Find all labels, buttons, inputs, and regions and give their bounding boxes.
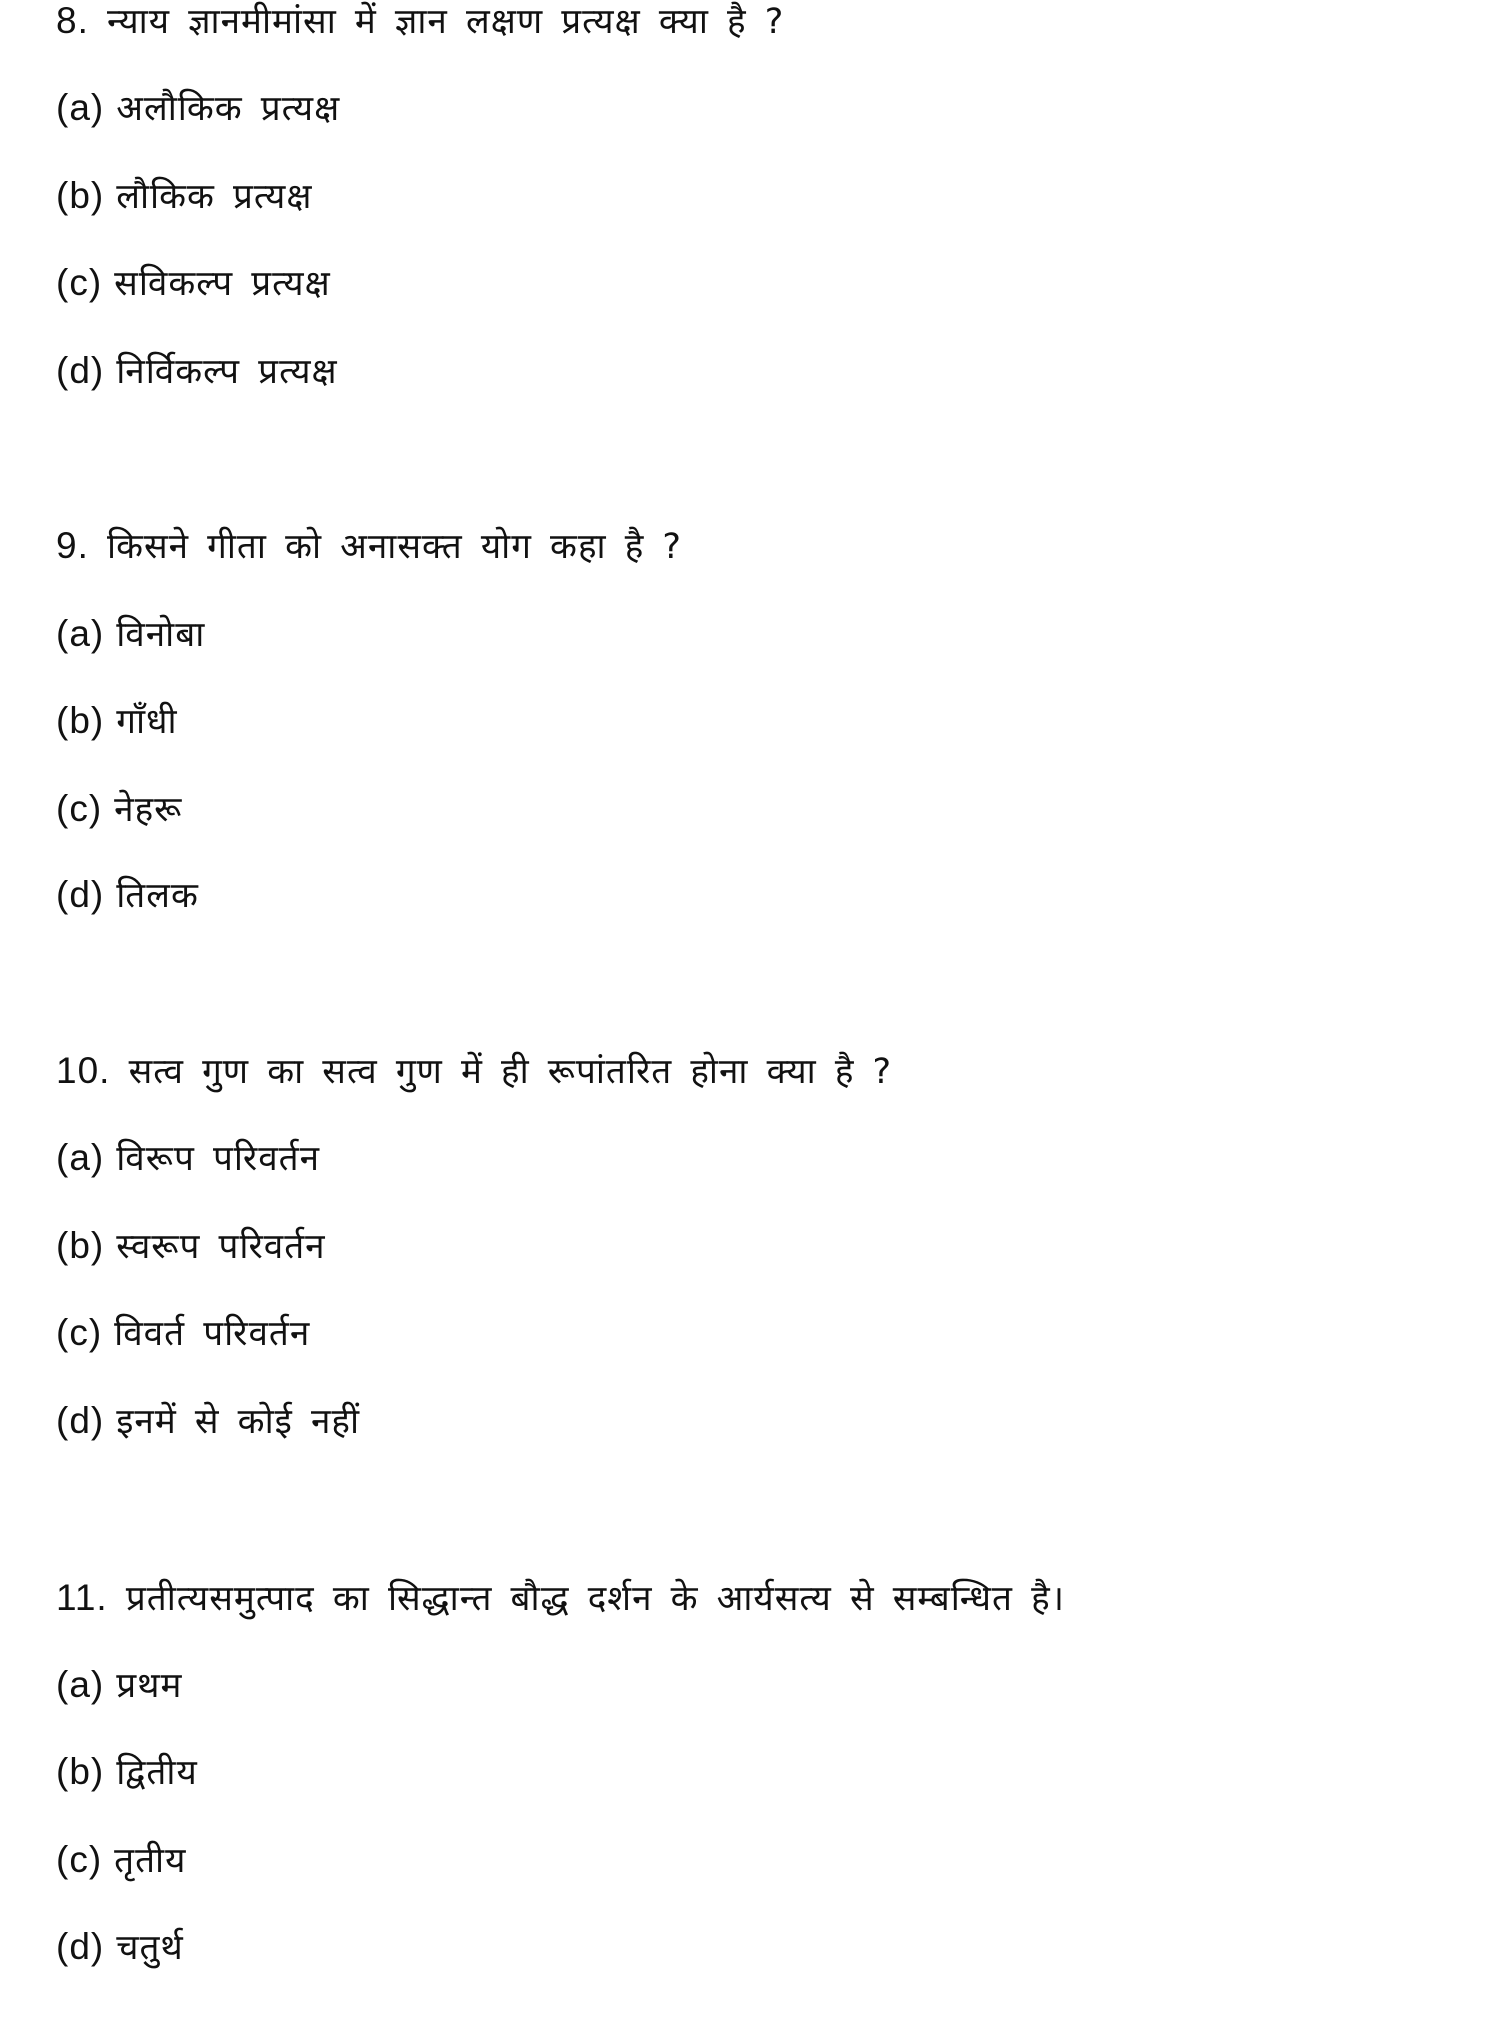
- option-text: स्वरूप परिवर्तन: [116, 1227, 326, 1267]
- option-a: [56, 1136, 320, 1180]
- option-text: निर्विकल्प प्रत्यक्ष: [116, 352, 338, 392]
- option-text: नेहरू: [114, 790, 183, 830]
- option-text: प्रथम: [116, 1666, 183, 1706]
- option-text: तिलक: [116, 876, 199, 916]
- option-label: (a): [56, 613, 105, 654]
- option-text: विनोबा: [116, 615, 206, 655]
- question-10: [56, 1049, 892, 1093]
- option-text: अलौकिक प्रत्यक्ष: [116, 89, 341, 129]
- question-text: न्याय ज्ञानमीमांसा में ज्ञान लक्षण प्रत्यक्ष क्या है ?: [107, 2, 785, 42]
- option-a: [56, 1663, 182, 1707]
- option-c: [56, 1838, 186, 1882]
- question-number: 9.: [56, 525, 89, 566]
- option-a: [56, 612, 205, 656]
- option-label: (b): [56, 175, 105, 216]
- option-b: [56, 699, 178, 743]
- option-b: [56, 174, 312, 218]
- option-a: [56, 86, 340, 130]
- option-text: सविकल्प प्रत्यक्ष: [114, 264, 331, 304]
- option-label: (c): [56, 1312, 103, 1353]
- option-label: (d): [56, 874, 105, 915]
- option-b: [56, 1224, 326, 1268]
- option-text: इनमें से कोई नहीं: [116, 1402, 361, 1442]
- option-d: [56, 1925, 184, 1969]
- question-text: किसने गीता को अनासक्त योग कहा है ?: [107, 527, 683, 567]
- option-text: गाँधी: [116, 702, 178, 742]
- question-11: [56, 1576, 1065, 1620]
- option-text: विवर्त परिवर्तन: [114, 1314, 311, 1354]
- option-text: विरूप परिवर्तन: [116, 1139, 321, 1179]
- option-label: (c): [56, 262, 103, 303]
- option-d: [56, 349, 338, 393]
- option-c: [56, 261, 331, 305]
- option-c: [56, 787, 182, 831]
- option-label: (d): [56, 1400, 105, 1441]
- question-number: 11.: [56, 1577, 108, 1618]
- option-c: [56, 1311, 310, 1355]
- option-text: चतुर्थ: [116, 1928, 184, 1968]
- question-text: प्रतीत्यसमुत्पाद का सिद्धान्त बौद्ध दर्शन के आर्यसत्य से सम्बन्धित है।: [125, 1579, 1065, 1619]
- option-label: (d): [56, 350, 105, 391]
- question-9: [56, 524, 682, 568]
- question-number: 8.: [56, 0, 89, 41]
- option-label: (c): [56, 788, 103, 829]
- option-d: [56, 873, 199, 917]
- option-text: द्वितीय: [116, 1753, 198, 1793]
- question-8: [56, 0, 784, 43]
- option-label: (d): [56, 1926, 105, 1967]
- option-text: तृतीय: [114, 1841, 187, 1881]
- option-label: (a): [56, 87, 105, 128]
- option-b: [56, 1750, 198, 1794]
- option-d: [56, 1399, 360, 1443]
- option-label: (a): [56, 1664, 105, 1705]
- option-label: (b): [56, 1225, 105, 1266]
- option-text: लौकिक प्रत्यक्ष: [116, 177, 313, 217]
- option-label: (b): [56, 700, 105, 741]
- option-label: (b): [56, 1751, 105, 1792]
- option-label: (c): [56, 1839, 103, 1880]
- question-text: सत्व गुण का सत्व गुण में ही रूपांतरित होना क्या है ?: [128, 1052, 893, 1092]
- option-label: (a): [56, 1137, 105, 1178]
- question-number: 10.: [56, 1050, 111, 1091]
